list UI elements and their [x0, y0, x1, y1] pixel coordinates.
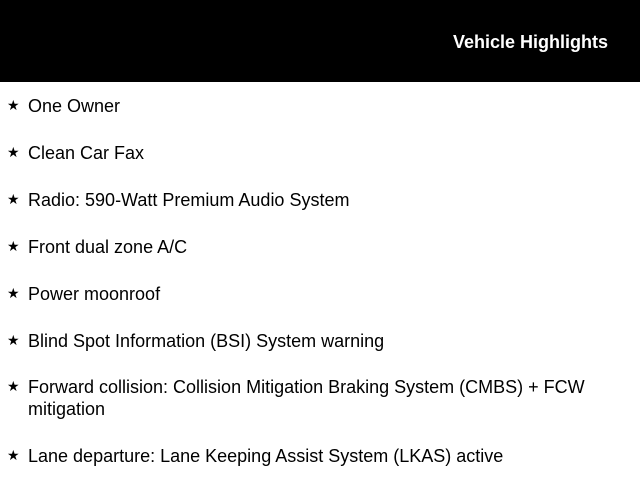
highlight-label: Radio: 590-Watt Premium Audio System [28, 190, 350, 210]
highlight-label: Power moonroof [28, 284, 161, 304]
page-title: Vehicle Highlights [452, 32, 608, 52]
header-bar [0, 0, 640, 82]
highlight-label: Blind Spot Information (BSI) System warning [28, 331, 385, 351]
star-icon: ★ [7, 97, 20, 113]
star-icon: ★ [7, 144, 20, 160]
star-icon: ★ [7, 447, 20, 463]
highlight-label: Lane departure: Lane Keeping Assist System (LKAS) active [28, 446, 504, 466]
highlight-label: One Owner [28, 96, 121, 116]
star-icon: ★ [7, 332, 20, 348]
star-icon: ★ [7, 238, 20, 254]
star-icon: ★ [7, 191, 20, 207]
highlight-label: Forward collision: Collision Mitigation Braking System (CMBS) + FCW mitigation [28, 377, 585, 419]
star-icon: ★ [7, 285, 20, 301]
highlight-label: Clean Car Fax [28, 143, 145, 163]
star-icon: ★ [7, 378, 20, 394]
highlight-label: Front dual zone A/C [28, 237, 188, 257]
